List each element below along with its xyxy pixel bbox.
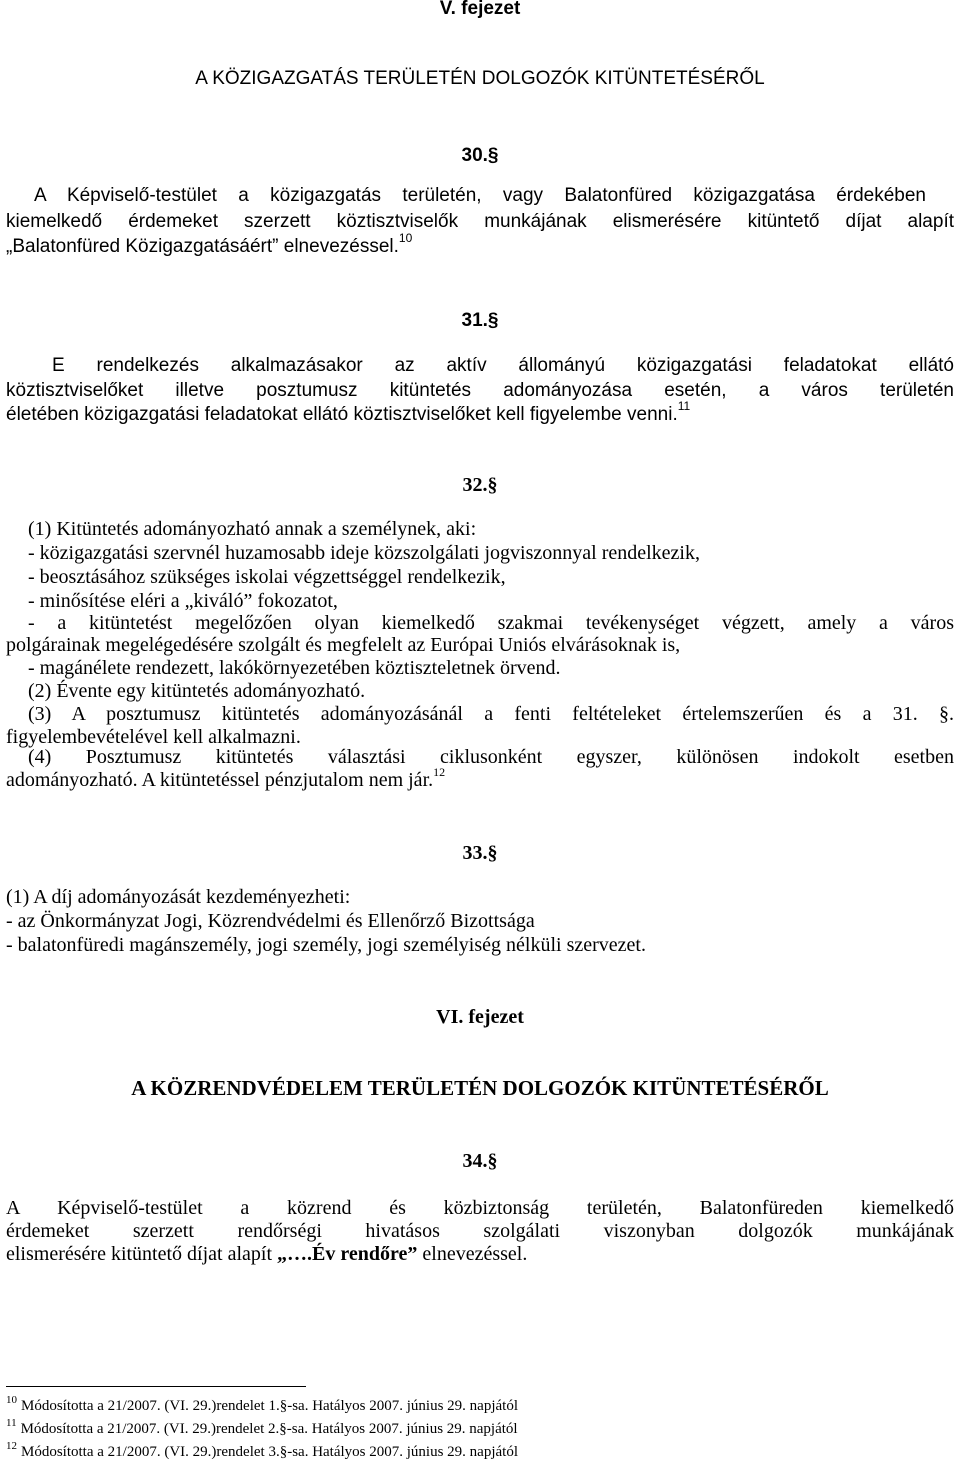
- list-item: - a kitüntetést megelőzően olyan kiemelkedő szakmai tevékenységet végzett, amely a város: [28, 612, 954, 634]
- paragraph-line: figyelembevételével kell alkalmazni.: [6, 726, 301, 748]
- award-name: „….Év rendőre”: [277, 1243, 418, 1265]
- section-heading: 34.§: [462, 1150, 498, 1172]
- list-item: - magánélete rendezett, lakókörnyezetében köztiszteletnek örvend.: [28, 657, 561, 679]
- list-item: - balatonfüredi magánszemély, jogi személy, jogi személyiség nélküli szervezet.: [6, 934, 646, 956]
- list-item: - minősítése eléri a „kiváló” fokozatot,: [28, 590, 338, 612]
- paragraph-line: A Képviselő-testület a közrend és közbiztonság területén, Balatonfüreden kiemelkedő: [6, 1197, 954, 1219]
- list-item: - beosztásához szükséges iskolai végzettséggel rendelkezik,: [28, 566, 506, 588]
- paragraph-line: életében közigazgatási feladatokat ellátó köztisztviselőket kell figyelembe venni.$^{11}$: [6, 399, 691, 425]
- paragraph-line: érdemeket szerzett rendőrségi hivatásos szolgálati viszonyban dolgozók munkájának: [6, 1220, 954, 1242]
- paragraph-line: polgárainak megelégedésére szolgált és megfelelt az Európai Uniós elvárásoknak is,: [6, 634, 681, 656]
- footnote: $^{11}$ Módosította a 21/2007. (VI. 29.)rendelet 2.§-sa. Hatályos 2007. június 29. napjától: [6, 1417, 518, 1437]
- footnote: $^{10}$ Módosította a 21/2007. (VI. 29.)rendelet 1.§-sa. Hatályos 2007. június 29. napjától: [6, 1394, 518, 1414]
- chapter-title: A KÖZIGAZGATÁS TERÜLETÉN DOLGOZÓK KITÜNTETÉSÉRŐL: [195, 68, 765, 89]
- paragraph-line: A Képviselő-testület a közigazgatás területén, vagy Balatonfüred közigazgatása érdekében: [34, 185, 926, 206]
- paragraph-line: „Balatonfüred Közigazgatásáért” elnevezéssel.$^{10}$: [6, 231, 413, 257]
- chapter-title: A KÖZRENDVÉDELEM TERÜLETÉN DOLGOZÓK KITÜNTETÉSÉRŐL: [131, 1076, 829, 1100]
- chapter-heading: V. fejezet: [439, 0, 521, 19]
- paragraph-line: kiemelkedő érdemeket szerzett köztisztviselők munkájának elismerésére kitüntető díjat alapít: [6, 211, 954, 232]
- section-heading: 30.§: [461, 145, 499, 166]
- paragraph-line: köztisztviselőket illetve posztumusz kitüntetés adományozása esetén, a város területén: [6, 380, 954, 401]
- footnote: $^{12}$ Módosította a 21/2007. (VI. 29.)rendelet 3.§-sa. Hatályos 2007. június 29. napjától: [6, 1440, 518, 1460]
- footnote-ref: 12: [433, 765, 446, 779]
- footnote-ref: 11: [677, 399, 691, 413]
- paragraph-line: (3) A posztumusz kitüntetés adományozásánál a fenti feltételeket értelemszerűen és a 31. §.: [28, 703, 954, 725]
- section-heading: 32.§: [462, 474, 498, 496]
- paragraph-line: (4) Posztumusz kitüntetés választási ciklusonként egyszer, különösen indokolt esetben: [28, 746, 954, 768]
- section-heading: 33.§: [462, 842, 498, 864]
- paragraph-line: E rendelkezés alkalmazásakor az aktív állományú közigazgatási feladatokat ellátó: [52, 355, 954, 376]
- paragraph-line: (1) Kitüntetés adományozható annak a személynek, aki:: [28, 518, 477, 540]
- footnote-ref: 10: [398, 231, 413, 245]
- paragraph-line: (2) Évente egy kitüntetés adományozható.: [28, 680, 366, 702]
- paragraph-line: elismerésére kitüntető díjat alapít „….Év rendőre” elnevezéssel.: [6, 1243, 528, 1265]
- chapter-heading: VI. fejezet: [436, 1006, 524, 1028]
- paragraph-line: adományozható. A kitüntetéssel pénzjutalom nem jár.$^{12}$: [6, 765, 446, 791]
- footnote-divider: [6, 1386, 306, 1387]
- list-item: - az Önkormányzat Jogi, Közrendvédelmi és Ellenőrző Bizottsága: [6, 910, 535, 932]
- paragraph-line: (1) A díj adományozását kezdeményezheti:: [6, 886, 351, 908]
- list-item: - közigazgatási szervnél huzamosabb ideje közszolgálati jogviszonnyal rendelkezik,: [28, 542, 700, 564]
- section-heading: 31.§: [461, 310, 499, 331]
